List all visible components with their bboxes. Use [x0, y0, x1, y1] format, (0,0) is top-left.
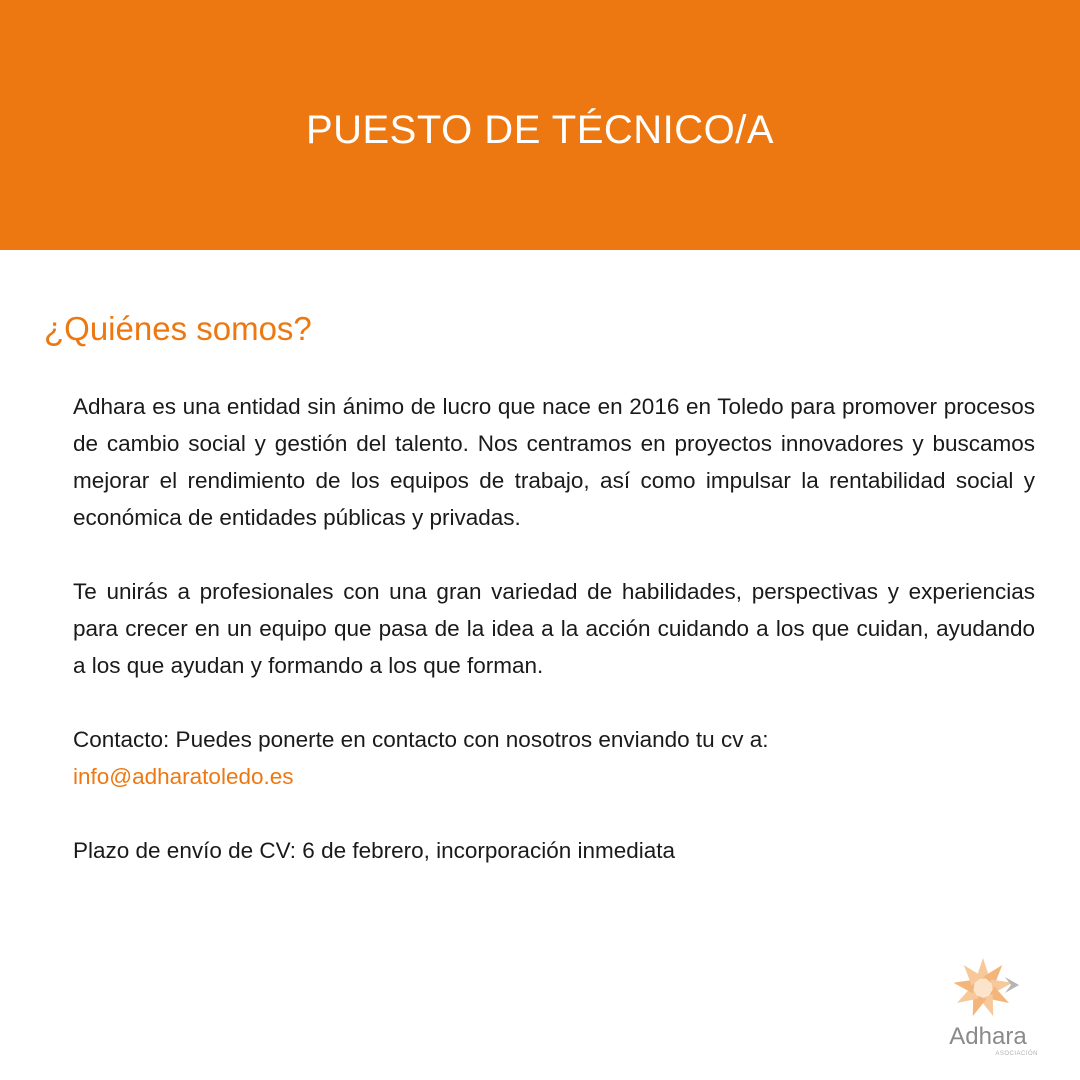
star-icon [953, 955, 1023, 1023]
contact-text: Contacto: Puedes ponerte en contacto con nosotros enviando tu cv a: [73, 727, 769, 752]
page-title: PUESTO DE TÉCNICO/A [305, 107, 775, 152]
contact-paragraph [73, 721, 1035, 795]
logo-subtitle: ASOCIACIÓN [995, 1051, 1038, 1057]
deadline-paragraph: Plazo de envío de CV: 6 de febrero, incorporación inmediata [73, 838, 676, 863]
contact-email-link[interactable]: info@adharatoledo.es [73, 764, 294, 789]
adhara-logo [938, 955, 1038, 1065]
header-banner [0, 0, 1080, 250]
about-paragraph: Adhara es una entidad sin ánimo de lucro que nace en 2016 en Toledo para promover procesos de cambio social y gestión del talento. Nos centramos en proyectos innovadores y buscamos mejorar el rendimiento de los equipos de trabajo, así como impulsar la rentabilidad social y económica de entidades públicas y privadas. [73, 394, 1035, 530]
section-heading: ¿Quiénes somos? [44, 310, 312, 347]
main-content [73, 388, 1035, 906]
team-paragraph: Te unirás a profesionales con una gran variedad de habilidades, perspectivas y experiencias para crecer en un equipo que pasa de la idea a la acción cuidando a los que cuidan, ayudando a los que ayudan y formando a los que forman. [73, 579, 1035, 678]
logo-name: Adhara [949, 1023, 1027, 1050]
